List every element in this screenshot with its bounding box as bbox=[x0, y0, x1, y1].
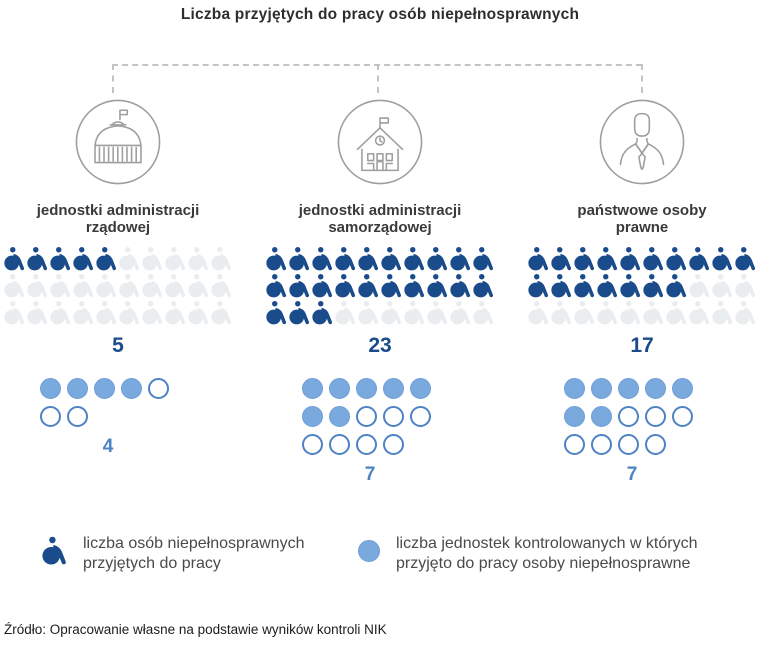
unit-circle bbox=[645, 406, 666, 427]
unit-circle bbox=[121, 378, 142, 399]
wheelchair-icon bbox=[712, 246, 733, 272]
wheelchair-icon bbox=[643, 273, 664, 299]
people-count: 5 bbox=[112, 334, 124, 357]
wheelchair-icon bbox=[381, 300, 402, 326]
government-building-icon bbox=[74, 98, 162, 186]
unit-circle bbox=[383, 434, 404, 455]
wheelchair-icon bbox=[188, 273, 209, 299]
unit-circle bbox=[302, 378, 323, 399]
connector-stub-right bbox=[641, 64, 643, 93]
unit-circle bbox=[618, 434, 639, 455]
wheelchair-icon bbox=[312, 273, 333, 299]
wheelchair-icon bbox=[73, 246, 94, 272]
wheelchair-icon bbox=[450, 300, 471, 326]
legend-label: liczba osób niepełnosprawnych przyjętych do pracy bbox=[83, 535, 305, 572]
units-circle-grid bbox=[524, 378, 760, 462]
wheelchair-icon bbox=[335, 246, 356, 272]
wheelchair-icon bbox=[597, 273, 618, 299]
unit-circle bbox=[356, 406, 377, 427]
wheelchair-icon bbox=[643, 300, 664, 326]
school-building-icon bbox=[336, 98, 424, 186]
wheelchair-icon bbox=[735, 300, 756, 326]
unit-circle bbox=[672, 378, 693, 399]
wheelchair-icon bbox=[473, 300, 494, 326]
unit-circle bbox=[564, 434, 585, 455]
wheelchair-icon bbox=[142, 246, 163, 272]
wheelchair-icon bbox=[211, 273, 232, 299]
wheelchair-icon bbox=[165, 273, 186, 299]
wheelchair-icon bbox=[528, 300, 549, 326]
units-circle-grid bbox=[262, 378, 498, 462]
unit-circle bbox=[564, 378, 585, 399]
units-count: 4 bbox=[102, 436, 114, 457]
wheelchair-icon bbox=[119, 273, 140, 299]
wheelchair-icon bbox=[643, 246, 664, 272]
wheelchair-icon bbox=[666, 300, 687, 326]
connector-stub-left bbox=[112, 64, 114, 93]
wheelchair-icon bbox=[119, 300, 140, 326]
wheelchair-icon bbox=[712, 273, 733, 299]
wheelchair-icon bbox=[266, 273, 287, 299]
wheelchair-icon bbox=[528, 246, 549, 272]
wheelchair-icon bbox=[551, 300, 572, 326]
wheelchair-icon bbox=[427, 246, 448, 272]
unit-circle bbox=[672, 406, 693, 427]
businessman-icon bbox=[598, 98, 686, 186]
wheelchair-icon bbox=[427, 300, 448, 326]
wheelchair-icon bbox=[142, 300, 163, 326]
wheelchair-icon bbox=[689, 246, 710, 272]
wheelchair-icon bbox=[312, 246, 333, 272]
column-label: jednostki administracji rządowej bbox=[36, 202, 200, 236]
unit-circle bbox=[67, 406, 88, 427]
wheelchair-icon bbox=[289, 246, 310, 272]
column-label: jednostki administracji samorządowej bbox=[298, 202, 462, 236]
units-circle-grid bbox=[0, 378, 236, 434]
people-count: 17 bbox=[630, 334, 654, 357]
wheelchair-icon bbox=[50, 246, 71, 272]
wheelchair-icon bbox=[450, 273, 471, 299]
unit-circle bbox=[40, 406, 61, 427]
units-count: 7 bbox=[626, 464, 638, 485]
unit-circle bbox=[329, 406, 350, 427]
wheelchair-icon bbox=[404, 246, 425, 272]
column-government-administration bbox=[0, 98, 236, 538]
wheelchair-icon bbox=[4, 246, 25, 272]
unit-circle bbox=[383, 406, 404, 427]
chart-title: Liczba przyjętych do pracy osób niepełnosprawnych bbox=[180, 6, 580, 23]
wheelchair-icon bbox=[165, 300, 186, 326]
unit-circle bbox=[383, 378, 404, 399]
people-pictogram-grid bbox=[524, 246, 760, 327]
wheelchair-icon bbox=[289, 300, 310, 326]
wheelchair-icon bbox=[620, 300, 641, 326]
wheelchair-icon bbox=[666, 273, 687, 299]
wheelchair-icon bbox=[165, 246, 186, 272]
legend-item-people bbox=[42, 534, 304, 574]
unit-circle-icon bbox=[358, 540, 380, 562]
unit-circle bbox=[94, 378, 115, 399]
wheelchair-icon bbox=[689, 273, 710, 299]
wheelchair-icon bbox=[27, 273, 48, 299]
people-pictogram-grid bbox=[0, 246, 236, 327]
wheelchair-icon bbox=[188, 300, 209, 326]
wheelchair-icon bbox=[96, 273, 117, 299]
wheelchair-icon bbox=[211, 246, 232, 272]
unit-circle bbox=[645, 434, 666, 455]
legend-label: liczba jednostek kontrolowanych w których przyjęto do pracy osoby niepełnosprawne bbox=[396, 535, 698, 572]
wheelchair-icon bbox=[597, 246, 618, 272]
wheelchair-icon bbox=[335, 300, 356, 326]
wheelchair-icon bbox=[381, 273, 402, 299]
wheelchair-icon bbox=[335, 273, 356, 299]
wheelchair-icon bbox=[358, 300, 379, 326]
wheelchair-icon bbox=[266, 246, 287, 272]
wheelchair-icon bbox=[574, 246, 595, 272]
people-count: 23 bbox=[368, 334, 392, 357]
wheelchair-icon bbox=[42, 536, 67, 566]
wheelchair-icon bbox=[620, 273, 641, 299]
wheelchair-icon bbox=[404, 300, 425, 326]
wheelchair-icon bbox=[266, 300, 287, 326]
wheelchair-icon bbox=[735, 273, 756, 299]
unit-circle bbox=[618, 378, 639, 399]
wheelchair-icon bbox=[473, 246, 494, 272]
wheelchair-icon bbox=[142, 273, 163, 299]
unit-circle bbox=[591, 434, 612, 455]
wheelchair-icon bbox=[50, 300, 71, 326]
units-count: 7 bbox=[364, 464, 376, 485]
legend-item-units bbox=[358, 534, 697, 574]
connector-stub-center bbox=[377, 64, 379, 93]
wheelchair-icon bbox=[551, 273, 572, 299]
wheelchair-icon bbox=[574, 273, 595, 299]
unit-circle bbox=[40, 378, 61, 399]
wheelchair-icon bbox=[528, 273, 549, 299]
wheelchair-icon bbox=[404, 273, 425, 299]
wheelchair-icon bbox=[4, 273, 25, 299]
wheelchair-icon bbox=[551, 246, 572, 272]
unit-circle bbox=[356, 434, 377, 455]
wheelchair-icon bbox=[27, 246, 48, 272]
wheelchair-icon bbox=[96, 246, 117, 272]
unit-circle bbox=[67, 378, 88, 399]
unit-circle bbox=[356, 378, 377, 399]
wheelchair-icon bbox=[735, 246, 756, 272]
wheelchair-icon bbox=[689, 300, 710, 326]
wheelchair-icon bbox=[358, 246, 379, 272]
source-note: Źródło: Opracowanie własne na podstawie wyników kontroli NIK bbox=[4, 622, 387, 637]
wheelchair-icon bbox=[381, 246, 402, 272]
wheelchair-icon bbox=[312, 300, 333, 326]
wheelchair-icon bbox=[620, 246, 641, 272]
wheelchair-icon bbox=[50, 273, 71, 299]
wheelchair-icon bbox=[358, 273, 379, 299]
wheelchair-icon bbox=[73, 273, 94, 299]
unit-circle bbox=[564, 406, 585, 427]
unit-circle bbox=[591, 378, 612, 399]
wheelchair-icon bbox=[211, 300, 232, 326]
unit-circle bbox=[591, 406, 612, 427]
unit-circle bbox=[148, 378, 169, 399]
wheelchair-icon bbox=[188, 246, 209, 272]
column-state-legal-persons bbox=[524, 98, 760, 538]
unit-circle bbox=[618, 406, 639, 427]
wheelchair-icon bbox=[427, 273, 448, 299]
unit-circle bbox=[329, 434, 350, 455]
wheelchair-icon bbox=[119, 246, 140, 272]
unit-circle bbox=[329, 378, 350, 399]
wheelchair-icon bbox=[289, 273, 310, 299]
wheelchair-icon bbox=[27, 300, 48, 326]
unit-circle bbox=[645, 378, 666, 399]
people-pictogram-grid bbox=[262, 246, 498, 327]
wheelchair-icon bbox=[666, 246, 687, 272]
unit-circle bbox=[302, 434, 323, 455]
column-label: państwowe osoby prawne bbox=[577, 202, 707, 236]
wheelchair-icon bbox=[574, 300, 595, 326]
unit-circle bbox=[410, 406, 431, 427]
wheelchair-icon bbox=[96, 300, 117, 326]
wheelchair-icon bbox=[712, 300, 733, 326]
legend bbox=[0, 530, 760, 600]
wheelchair-icon bbox=[4, 300, 25, 326]
wheelchair-icon bbox=[450, 246, 471, 272]
unit-circle bbox=[302, 406, 323, 427]
wheelchair-icon bbox=[597, 300, 618, 326]
column-local-administration bbox=[262, 98, 498, 538]
unit-circle bbox=[410, 378, 431, 399]
wheelchair-icon bbox=[73, 300, 94, 326]
wheelchair-icon bbox=[473, 273, 494, 299]
